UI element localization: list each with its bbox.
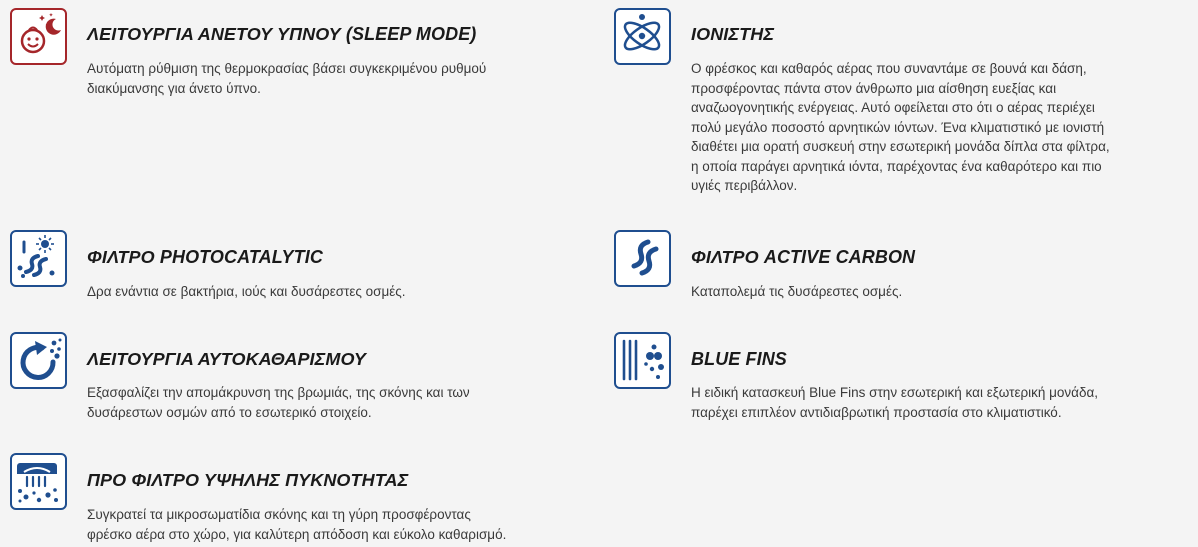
feature-photocatalytic-filter bbox=[10, 230, 570, 310]
feature-title: ΛΕΙΤΟΥΡΓΙΑ ΑΥΤΟΚΑΘΑΡΙΣΜΟΥ bbox=[87, 349, 366, 369]
feature-description: Συγκρατεί τα μικροσωματίδια σκόνης και τη γύρη προσφέροντας φρέσκο αέρα στο χώρο, για καλύτερη απόδοση και εύκολο καθαρισμό. bbox=[87, 507, 507, 542]
feature-description: Η ειδική κατασκευή Blue Fins στην εσωτερική και εξωτερική μονάδα, παρέχει επιπλέον αντιδιαβρωτική προστασία στο κλιματιστικό. bbox=[691, 385, 1099, 420]
feature-title: BLUE FINS bbox=[691, 349, 787, 369]
photocatalytic-filter-icon bbox=[10, 230, 67, 287]
feature-title: ΦΙΛΤΡΟ ACTIVE CARBON bbox=[691, 247, 916, 267]
blue-fins-icon bbox=[614, 332, 671, 389]
feature-title: ΦΙΛΤΡΟ PHOTOCATALYTIC bbox=[87, 247, 323, 267]
high-density-prefilter-icon bbox=[10, 453, 67, 510]
feature-active-carbon-filter bbox=[614, 230, 1194, 310]
feature-description: Ο φρέσκος και καθαρός αέρας που συναντάμε σε βουνά και δάση, προσφέροντας πάντα στον άνθρωπο μια αίσθηση ευεξίας και αναζωογονητικής ενέργειας. Αυτό οφείλεται στο ότι ο αέρας περιέχει πολύ μεγάλο ποσοστό αρνητικών ιόντων. Ένα κλιματιστικό με ιονιστή διαθέτει μια ορατή συσκευή στην εσωτερική μονάδα δίπλα στα φίλτρα, η οποία παράγει αρνητικά ιόντα, παρέχοντας ένα καθαρότερο και πιο υγιές περιβάλλον. bbox=[691, 61, 1110, 193]
active-carbon-filter-icon bbox=[614, 230, 671, 287]
feature-ionizer bbox=[614, 8, 1194, 208]
feature-title: ΠΡΟ ΦΙΛΤΡΟ ΥΨΗΛΗΣ ΠΥΚΝΟΤΗΤΑΣ bbox=[87, 470, 409, 490]
feature-description: Εξασφαλίζει την απομάκρυνση της βρωμιάς, της σκόνης και των δυσάρεστων οσμών από το εσωτερικό στοιχείο. bbox=[87, 385, 470, 420]
feature-description: Καταπολεμά τις δυσάρεστες οσμές. bbox=[691, 284, 903, 299]
feature-title: ΛΕΙΤΟΥΡΓΙΑ ΑΝΕΤΟΥ ΥΠΝΟΥ (SLEEP MODE) bbox=[87, 24, 477, 44]
ionizer-icon bbox=[614, 8, 671, 65]
feature-blue-fins bbox=[614, 332, 1194, 432]
feature-sleep-mode bbox=[10, 8, 570, 108]
feature-title: ΙΟΝΙΣΤΗΣ bbox=[691, 24, 775, 44]
feature-self-cleaning bbox=[10, 332, 570, 432]
self-cleaning-icon bbox=[10, 332, 67, 389]
feature-high-density-prefilter bbox=[10, 453, 570, 547]
sleep-mode-icon bbox=[10, 8, 67, 65]
feature-description: Δρα ενάντια σε βακτήρια, ιούς και δυσάρεστες οσμές. bbox=[87, 284, 406, 299]
feature-description: Αυτόματη ρύθμιση της θερμοκρασίας βάσει συγκεκριμένου ρυθμού διακύμανσης για άνετο ύπνο. bbox=[87, 61, 487, 96]
